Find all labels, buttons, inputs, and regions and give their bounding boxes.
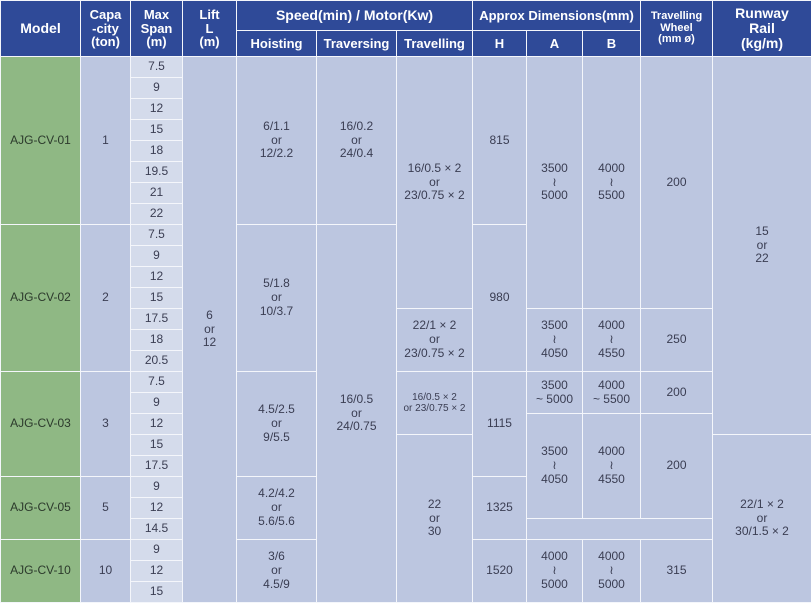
runway-cell: 15 or 22: [713, 57, 811, 435]
span-cell: 9: [131, 246, 183, 267]
header-b: B: [583, 31, 641, 57]
lift-cell: 6 or 12: [183, 57, 237, 603]
header-capacity: Capa -city (ton): [81, 1, 131, 57]
span-cell: 17.5: [131, 309, 183, 330]
model-cell: AJG-CV-02: [1, 225, 81, 372]
span-cell: 7.5: [131, 225, 183, 246]
header-travelling: Travelling: [397, 31, 473, 57]
span-cell: 15: [131, 435, 183, 456]
dim-b-cell: 4000 ≀ 5500: [583, 57, 641, 309]
dim-a-cell: 4000 ≀ 5000: [527, 540, 583, 603]
header-h: H: [473, 31, 527, 57]
span-cell: 18: [131, 141, 183, 162]
model-cell: AJG-CV-10: [1, 540, 81, 603]
wheel-cell: 200: [641, 372, 713, 414]
model-cell: AJG-CV-05: [1, 477, 81, 540]
h-cell: 1325: [473, 477, 527, 540]
capacity-cell: 2: [81, 225, 131, 372]
header-model: Model: [1, 1, 81, 57]
span-cell: 12: [131, 267, 183, 288]
capacity-cell: 3: [81, 372, 131, 477]
h-cell: 815: [473, 57, 527, 225]
span-cell: 9: [131, 393, 183, 414]
span-cell: 22: [131, 204, 183, 225]
span-cell: 9: [131, 477, 183, 498]
span-cell: 14.5: [131, 519, 183, 540]
wheel-cell: 250: [641, 309, 713, 372]
travelling-cell: 16/0.5 × 2 or 23/0.75 × 2: [397, 57, 473, 309]
span-cell: 15: [131, 288, 183, 309]
span-cell: 18: [131, 330, 183, 351]
capacity-cell: 5: [81, 477, 131, 540]
hoisting-cell: 4.2/4.2 or 5.6/5.6: [237, 477, 317, 540]
header-hoisting: Hoisting: [237, 31, 317, 57]
model-cell: AJG-CV-03: [1, 372, 81, 477]
model-cell: AJG-CV-01: [1, 57, 81, 225]
span-cell: 12: [131, 561, 183, 582]
span-cell: 19.5: [131, 162, 183, 183]
header-runway-rail: Runway Rail (kg/m): [713, 1, 811, 57]
hoisting-cell: 4.5/2.5 or 9/5.5: [237, 372, 317, 477]
h-cell: 1115: [473, 372, 527, 477]
dim-b-cell: 4000 ≀ 5000: [583, 540, 641, 603]
span-cell: 9: [131, 540, 183, 561]
traversing-cell: 16/0.2 or 24/0.4: [317, 57, 397, 225]
header-dimensions: Approx Dimensions(mm): [473, 1, 641, 31]
span-cell: 9: [131, 78, 183, 99]
header-lift: Lift L (m): [183, 1, 237, 57]
h-cell: 980: [473, 225, 527, 372]
span-cell: 12: [131, 498, 183, 519]
wheel-cell: 315: [641, 540, 713, 603]
traversing-cell: 16/0.5 or 24/0.75: [317, 225, 397, 603]
dim-a-cell: 3500 ≀ 4050: [527, 414, 583, 519]
span-cell: 15: [131, 120, 183, 141]
span-cell: 17.5: [131, 456, 183, 477]
span-cell: 12: [131, 414, 183, 435]
span-cell: 7.5: [131, 372, 183, 393]
travelling-cell: 22/1 × 2 or 30/1.5 × 2: [713, 435, 811, 603]
h-cell: 1520: [473, 540, 527, 603]
span-cell: 15: [131, 582, 183, 603]
dim-a-cell: 3500 ≀ 5000: [527, 57, 583, 309]
header-speed-motor: Speed(min) / Motor(Kw): [237, 1, 473, 31]
span-cell: 20.5: [131, 351, 183, 372]
header-a: A: [527, 31, 583, 57]
travelling-cell: 22/1 × 2 or 23/0.75 × 2: [397, 309, 473, 372]
wheel-cell: 200: [641, 414, 713, 519]
header-max-span: Max Span (m): [131, 1, 183, 57]
dim-b-cell: 4000 ≀ 4550: [583, 309, 641, 372]
dim-a-cell: 3500 ≀ 4050: [527, 309, 583, 372]
header-travelling-wheel: Travelling Wheel (mm ø): [641, 1, 713, 57]
capacity-cell: 10: [81, 540, 131, 603]
span-cell: 21: [131, 183, 183, 204]
hoisting-cell: 3/6 or 4.5/9: [237, 540, 317, 603]
wheel-cell: 200: [641, 57, 713, 309]
runway-cell: 22 or 30: [397, 435, 473, 603]
span-cell: 12: [131, 99, 183, 120]
dim-b-cell: 4000 ~ 5500: [583, 372, 641, 414]
dim-b-cell: 4000 ≀ 4550: [583, 414, 641, 519]
span-cell: 7.5: [131, 57, 183, 78]
hoisting-cell: 5/1.8 or 10/3.7: [237, 225, 317, 372]
travelling-cell: 16/0.5 × 2 or 23/0.75 × 2: [397, 372, 473, 435]
header-traversing: Traversing: [317, 31, 397, 57]
capacity-cell: 1: [81, 57, 131, 225]
dim-a-cell: 3500 ~ 5000: [527, 372, 583, 414]
hoisting-cell: 6/1.1 or 12/2.2: [237, 57, 317, 225]
